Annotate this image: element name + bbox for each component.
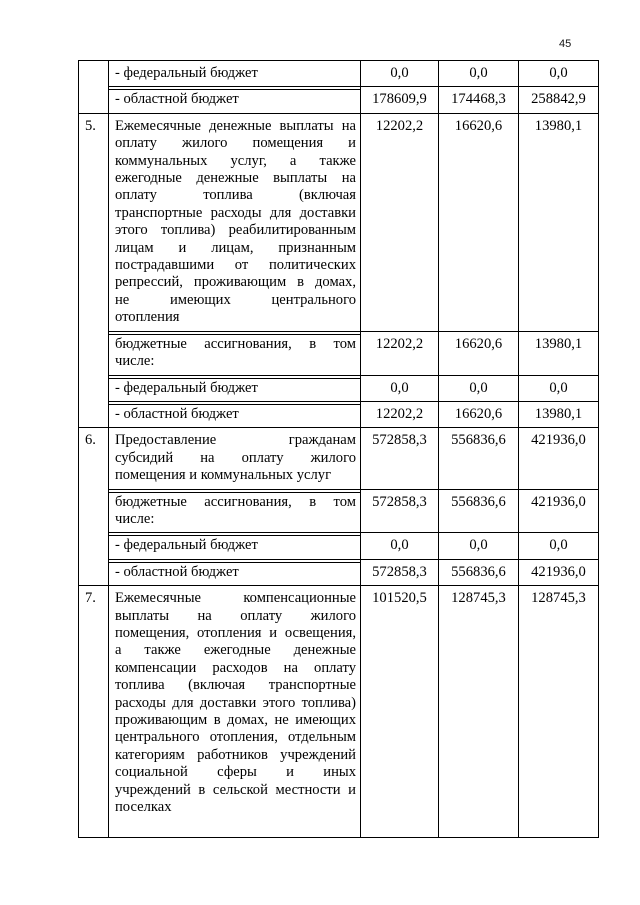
table-row: [79, 533, 599, 559]
description-line: топлива (включая транспортные: [115, 677, 356, 694]
amount-cell: 128745,3: [519, 586, 599, 838]
row-description: [109, 61, 361, 87]
description-line: помещения и коммунальных услуг: [115, 467, 332, 484]
description-line: учреждений в сельской местности и: [115, 781, 356, 798]
description-line: проживающим в домах, не имеющих: [115, 712, 356, 728]
description-line: - областной бюджет: [115, 91, 239, 108]
amount-cell: 0,0: [439, 533, 519, 559]
description-line: пострадавшими от политических: [115, 257, 356, 274]
amount-cell: 556836,6: [439, 489, 519, 533]
budget-table: [78, 60, 599, 838]
description-line: а также ежегодные денежные: [115, 642, 356, 659]
description-line: не имеющих центрального: [115, 291, 356, 308]
description-line: числе:: [115, 510, 155, 527]
amount-cell: 16620,6: [439, 113, 519, 331]
description-line: - федеральный бюджет: [115, 379, 258, 396]
amount-cell: 13980,1: [519, 113, 599, 331]
row-description: [109, 87, 361, 113]
description-line: этого топлива) реабилитированным: [115, 222, 356, 239]
description-line: Ежемесячные компенсационные: [115, 590, 356, 607]
amount-cell: 0,0: [361, 375, 439, 401]
amount-cell: 101520,5: [361, 586, 439, 838]
row-description: [109, 428, 361, 489]
amount-cell: 556836,6: [439, 428, 519, 489]
description-line: субсидий на оплату жилого: [115, 449, 356, 466]
amount-cell: 16620,6: [439, 401, 519, 427]
row-description: [109, 113, 361, 331]
description-line: оплату топлива (включая: [115, 187, 356, 204]
description-line: числе:: [115, 353, 155, 370]
description-line: социальной сферы и иных: [115, 764, 356, 781]
amount-cell: 174468,3: [439, 87, 519, 113]
table-row: [79, 375, 599, 401]
amount-cell: 13980,1: [519, 331, 599, 375]
description-line: бюджетные ассигнования, в том: [115, 493, 356, 510]
description-line: лицам и лицам, признанным: [115, 239, 356, 256]
amount-cell: 421936,0: [519, 489, 599, 533]
row-description: [109, 559, 361, 585]
description-line: транспортные расходы для доставки: [115, 204, 356, 221]
amount-cell: 421936,0: [519, 559, 599, 585]
description-line: компенсации расходов на оплату: [115, 659, 356, 676]
description-line: категориям работников учреждений: [115, 746, 356, 763]
description-line: - областной бюджет: [115, 405, 239, 422]
item-number: 5.: [79, 113, 109, 428]
description-line: оплату жилого помещения и: [115, 135, 356, 152]
table-row: [79, 61, 599, 87]
amount-cell: 16620,6: [439, 331, 519, 375]
description-line: - федеральный бюджет: [115, 537, 258, 554]
amount-cell: 12202,2: [361, 401, 439, 427]
amount-cell: 0,0: [519, 533, 599, 559]
description-line: - областной бюджет: [115, 563, 239, 580]
amount-cell: 0,0: [519, 375, 599, 401]
table-row: [79, 331, 599, 375]
description-line: центрального отопления, отдельным: [115, 729, 356, 746]
table-row: [79, 87, 599, 113]
description-line: - федеральный бюджет: [115, 65, 258, 81]
amount-cell: 0,0: [361, 61, 439, 87]
description-line: Предоставление гражданам: [115, 432, 356, 449]
amount-cell: 421936,0: [519, 428, 599, 489]
description-line: ежегодные денежные выплаты на: [115, 170, 356, 187]
description-line: бюджетные ассигнования, в том: [115, 335, 356, 352]
table-row: [79, 113, 599, 331]
table-row: [79, 401, 599, 427]
amount-cell: 572858,3: [361, 489, 439, 533]
table-row: [79, 559, 599, 585]
description-line: выплаты на оплату жилого: [115, 607, 356, 624]
amount-cell: 0,0: [439, 61, 519, 87]
row-description: [109, 489, 361, 533]
amount-cell: 572858,3: [361, 428, 439, 489]
row-description: [109, 401, 361, 427]
item-number: 6.: [79, 428, 109, 586]
amount-cell: 258842,9: [519, 87, 599, 113]
row-description: [109, 586, 361, 838]
page-number: 45: [559, 38, 572, 50]
row-description: [109, 375, 361, 401]
amount-cell: 0,0: [361, 533, 439, 559]
amount-cell: 572858,3: [361, 559, 439, 585]
amount-cell: 556836,6: [439, 559, 519, 585]
table-row: [79, 489, 599, 533]
item-number: 7.: [79, 586, 109, 838]
description-line: поселках: [115, 799, 172, 816]
description-line: расходы для доставки этого топлива): [115, 694, 356, 711]
table-row: [79, 428, 599, 489]
amount-cell: 13980,1: [519, 401, 599, 427]
row-description: [109, 331, 361, 375]
amount-cell: 178609,9: [361, 87, 439, 113]
amount-cell: 12202,2: [361, 113, 439, 331]
description-line: коммунальных услуг, а также: [115, 152, 356, 169]
amount-cell: 0,0: [439, 375, 519, 401]
amount-cell: 0,0: [519, 61, 599, 87]
table-row: [79, 586, 599, 838]
description-line: отопления: [115, 309, 180, 326]
description-line: репрессий, проживающим в домах,: [115, 274, 356, 291]
row-description: [109, 533, 361, 559]
description-line: Ежемесячные денежные выплаты на: [115, 117, 356, 134]
item-number-cell: [79, 61, 109, 114]
amount-cell: 12202,2: [361, 331, 439, 375]
description-line: помещения, отопления и освещения,: [115, 624, 356, 641]
amount-cell: 128745,3: [439, 586, 519, 838]
